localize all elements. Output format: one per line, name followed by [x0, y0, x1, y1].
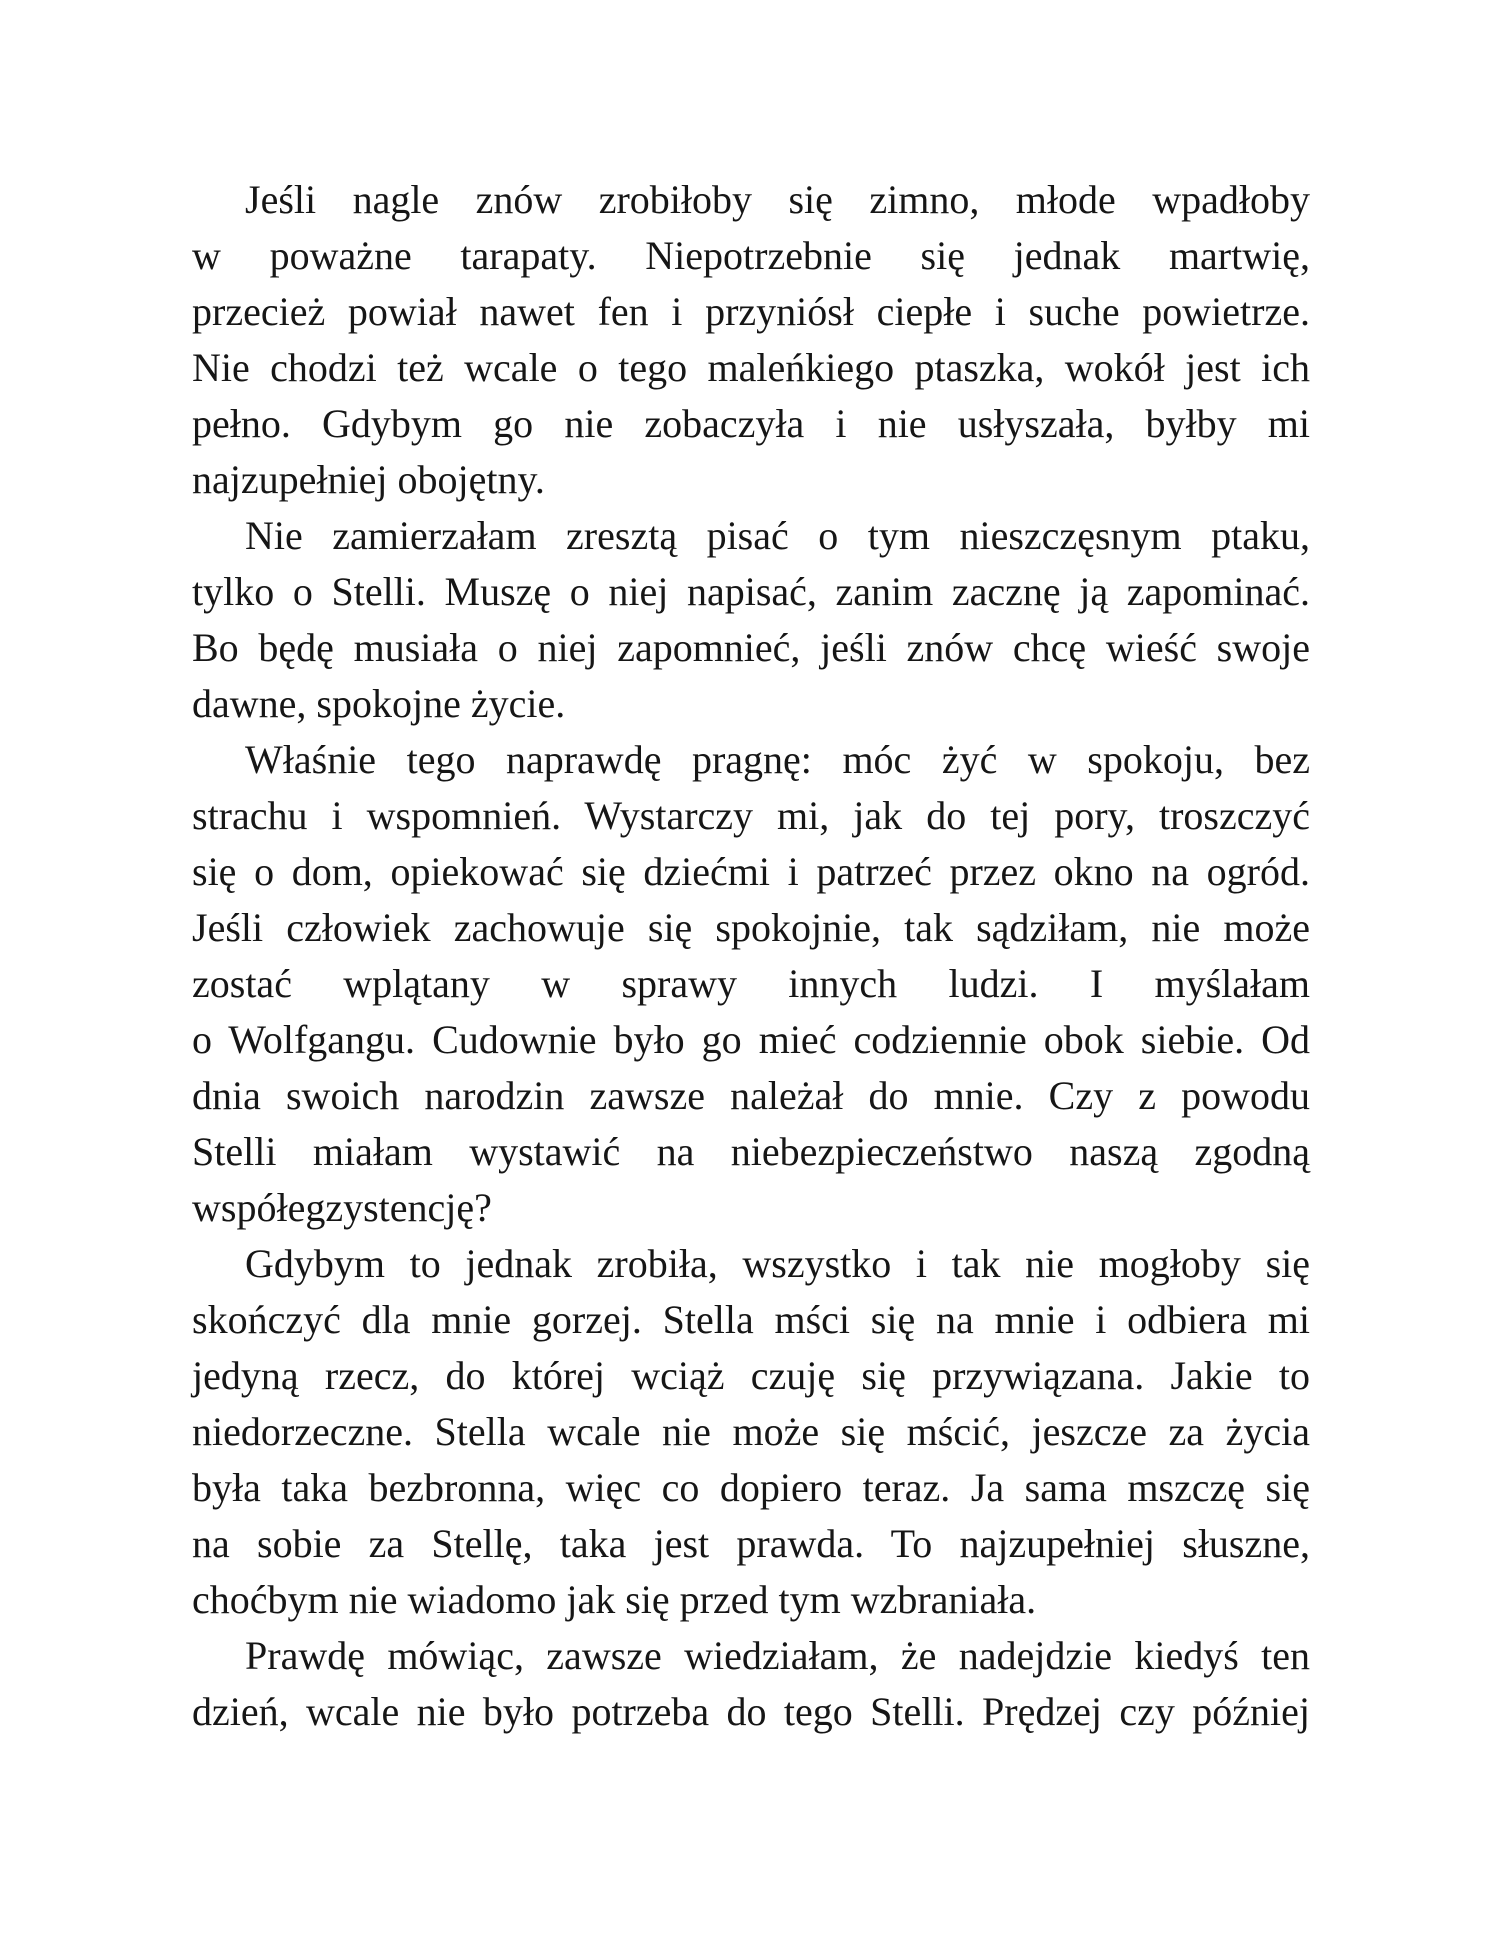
paragraph	[192, 1236, 1310, 1628]
text-line: Bo będę musiała o niej zapomnieć, jeśli znów chcę wieść swoje	[192, 625, 1310, 670]
text-line: Właśnie tego naprawdę pragnę: móc żyć w spokoju, bez	[245, 737, 1310, 782]
text-line: o Wolfgangu. Cudownie było go mieć codziennie obok siebie. Od	[192, 1017, 1310, 1062]
paragraph	[192, 172, 1310, 508]
paragraph	[192, 732, 1310, 1236]
text-line: Gdybym to jednak zrobiła, wszystko i tak nie mogłoby się	[245, 1241, 1310, 1286]
text-line: się o dom, opiekować się dziećmi i patrzeć przez okno na ogród.	[192, 849, 1310, 894]
paragraph	[192, 508, 1310, 732]
text-line: zostać wplątany w sprawy innych ludzi. I myślałam	[192, 961, 1310, 1006]
text-block	[192, 172, 1310, 1740]
text-line: Nie chodzi też wcale o tego maleńkiego ptaszka, wokół jest ich	[192, 345, 1310, 390]
text-line: jedyną rzecz, do której wciąż czuję się przywiązana. Jakie to	[192, 1353, 1310, 1398]
text-line: skończyć dla mnie gorzej. Stella mści się na mnie i odbiera mi	[192, 1297, 1310, 1342]
text-line: Jeśli człowiek zachowuje się spokojnie, tak sądziłam, nie może	[192, 905, 1310, 950]
text-line: dawne, spokojne życie.	[192, 681, 566, 726]
text-line: pełno. Gdybym go nie zobaczyła i nie usłyszała, byłby mi	[192, 401, 1310, 446]
text-line: Prawdę mówiąc, zawsze wiedziałam, że nadejdzie kiedyś ten	[245, 1633, 1310, 1678]
text-line: przecież powiał nawet fen i przyniósł ciepłe i suche powietrze.	[192, 289, 1310, 334]
text-line: Stelli miałam wystawić na niebezpieczeństwo naszą zgodną	[192, 1129, 1310, 1174]
text-line: Nie zamierzałam zresztą pisać o tym nieszczęsnym ptaku,	[245, 513, 1310, 558]
text-line: w poważne tarapaty. Niepotrzebnie się jednak martwię,	[192, 233, 1310, 278]
text-line: dnia swoich narodzin zawsze należał do mnie. Czy z powodu	[192, 1073, 1310, 1118]
text-line: na sobie za Stellę, taka jest prawda. To najzupełniej słuszne,	[192, 1521, 1310, 1566]
text-line: strachu i wspomnień. Wystarczy mi, jak do tej pory, troszczyć	[192, 793, 1310, 838]
text-line: współegzystencję?	[192, 1185, 492, 1230]
paragraph	[192, 1628, 1310, 1740]
text-line: była taka bezbronna, więc co dopiero teraz. Ja sama mszczę się	[192, 1465, 1310, 1510]
text-line: Jeśli nagle znów zrobiłoby się zimno, młode wpadłoby	[245, 177, 1310, 222]
text-line: dzień, wcale nie było potrzeba do tego Stelli. Prędzej czy później	[192, 1689, 1310, 1734]
text-line: choćbym nie wiadomo jak się przed tym wzbraniała.	[192, 1577, 1037, 1622]
text-line: niedorzeczne. Stella wcale nie może się mścić, jeszcze za życia	[192, 1409, 1310, 1454]
text-line: najzupełniej obojętny.	[192, 457, 545, 502]
text-line: tylko o Stelli. Muszę o niej napisać, zanim zacznę ją zapominać.	[192, 569, 1310, 614]
